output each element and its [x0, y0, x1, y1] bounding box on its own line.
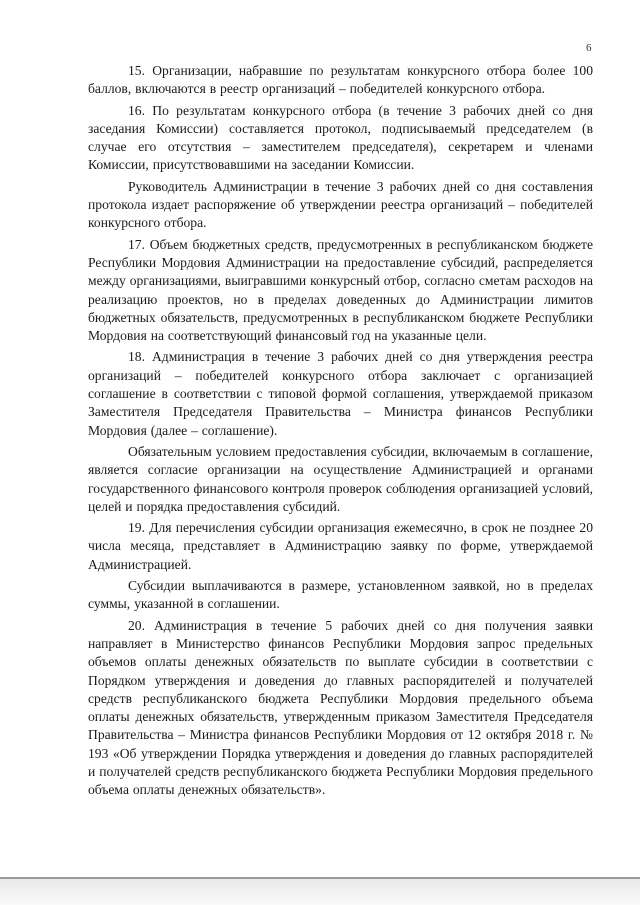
paragraph-16: 16. По результатам конкурсного отбора (в течение 3 рабочих дней со дня заседания Комиссии) составляется протокол, подписываемый председателем (в случае его отсутствия – заместителем председателя), секретарем и членами Комиссии, присутствовавшими на заседании Комиссии. — [88, 102, 593, 173]
paragraph-18: 18. Администрация в течение 3 рабочих дней со дня утверждения реестра организаций – победителей конкурсного отбора заключает с организацией соглашение в соответствии с типовой формой соглашения, утверждаемой приказом Заместителя Председателя Правительства – Министра финансов Республики Мордовия (далее – соглашение). — [88, 349, 593, 438]
paragraph-16-continued: Руководитель Администрации в течение 3 рабочих дней со дня составления протокола издает распоряжение об утверждении реестра организаций – победителей конкурсного отбора. — [88, 178, 593, 231]
paragraph-17: 17. Объем бюджетных средств, предусмотренных в республиканском бюджете Республики Мордовия Администрации на предоставление субсидий, распределяется между организациями, выигравшими конкурсный отбор, согласно сметам расходов на реализацию проектов, но в пределах доведенных до Администрации лимитов бюджетных обязательств, предусмотренных в республиканском бюджете Республики Мордовия на соответствующий финансовый год на указанные цели. — [88, 236, 593, 344]
document-body — [88, 62, 593, 803]
paragraph-15: 15. Организации, набравшие по результатам конкурсного отбора более 100 баллов, включаются в реестр организаций – победителей конкурсного отбора. — [88, 63, 593, 97]
paragraph-19-continued: Субсидии выплачиваются в размере, установленном заявкой, но в пределах суммы, указанной в соглашении. — [88, 578, 593, 612]
paragraph-18-continued: Обязательным условием предоставления субсидии, включаемым в соглашение, является согласие организации на осуществление Администрацией и органами государственного финансового контроля проверок соблюдения организацией условий, целей и порядка предоставления субсидий. — [88, 443, 593, 514]
paragraph-19: 19. Для перечисления субсидии организация ежемесячно, в срок не позднее 20 числа месяца, представляет в Администрацию заявку по форме, утверждаемой Администрацией. — [88, 520, 593, 572]
paragraph-20: 20. Администрация в течение 5 рабочих дней со дня получения заявки направляет в Министерство финансов Республики Мордовия запрос предельных объемов оплаты денежных обязательств по выплате субсидии в соответствии с Порядком утверждения и доведения до главных распорядителей и получателей средств республиканского бюджета Республики Мордовия предельного объема оплаты денежных обязательств, утвержденным приказом Заместителя Председателя Правительства – Министра финансов Республики Мордовия от 12 октября 2018 г. № 193 «Об утверждении Порядка утверждения и доведения до главных распорядителей и получателей средств республиканского бюджета Республики Мордовия предельного объема оплаты денежных обязательств». — [88, 617, 593, 798]
scan-bottom-margin — [0, 879, 640, 905]
page-number: 6 — [586, 42, 592, 54]
